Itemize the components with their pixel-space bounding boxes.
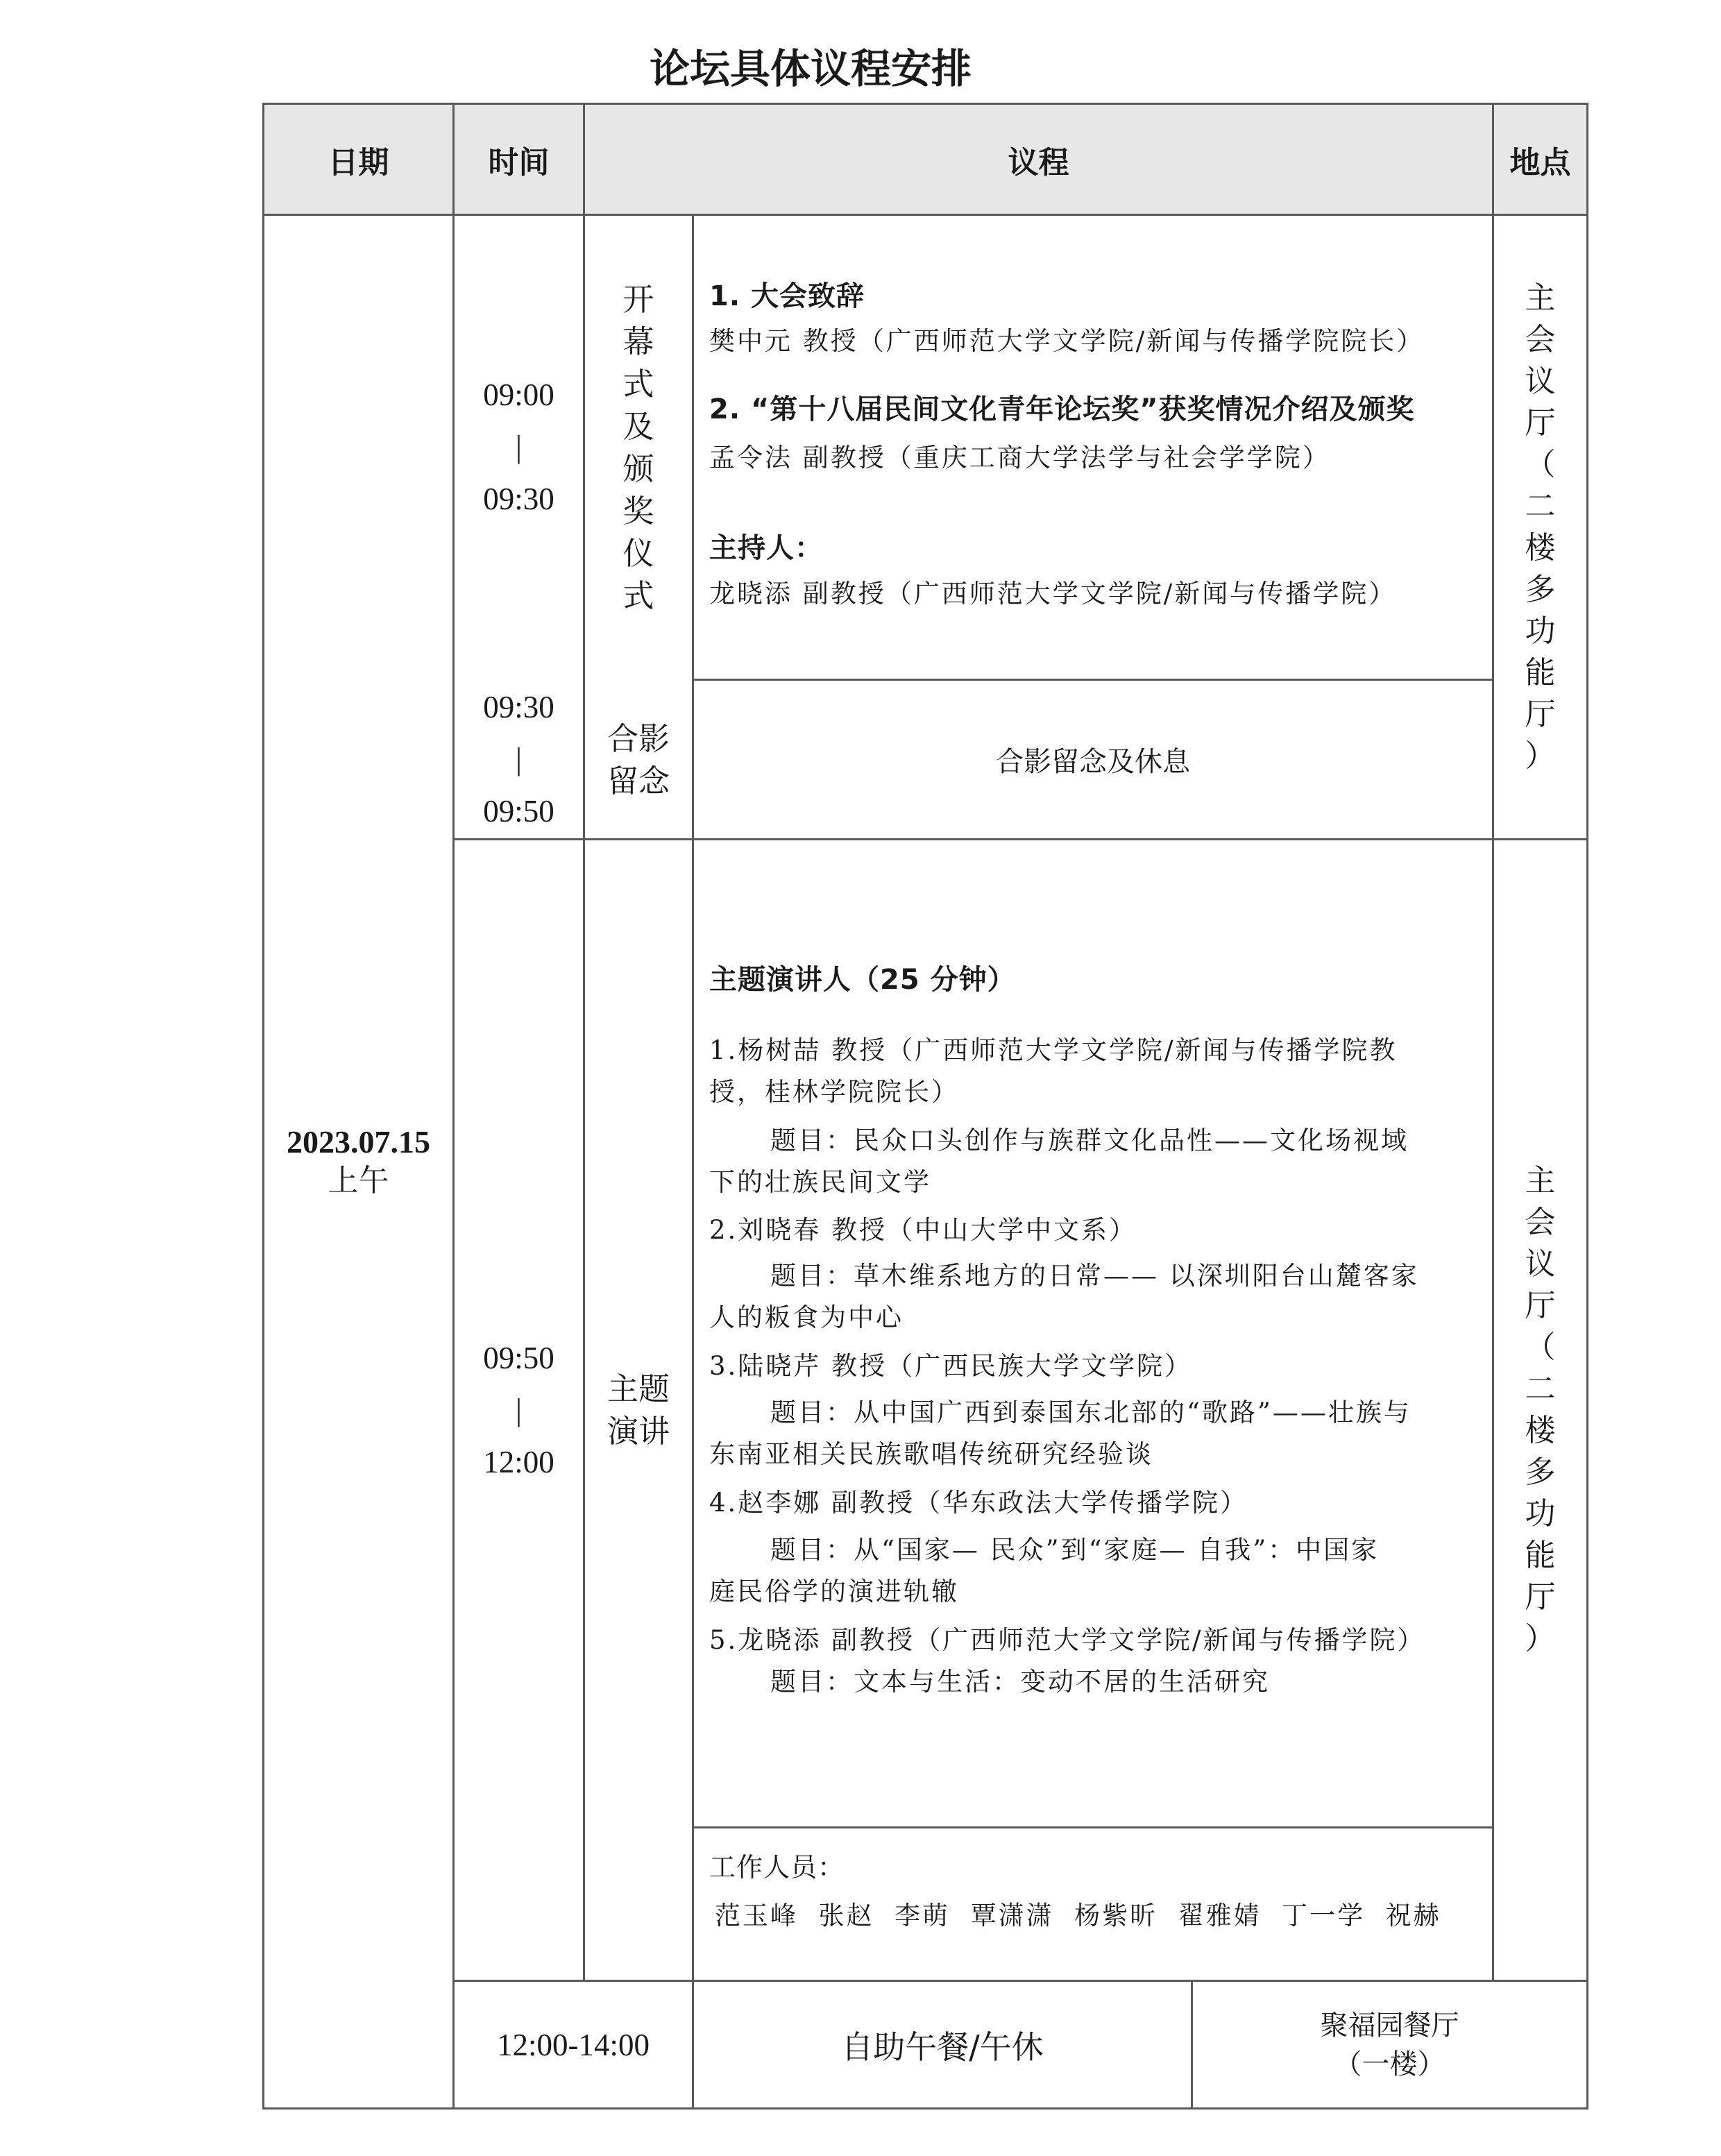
photo-time: 09:30 | 09:50 — [483, 690, 554, 829]
agenda-line: 龙晓添 副教授（广西师范大学文学院/新闻与传播学院） — [709, 579, 1397, 609]
agenda-line: 东南亚相关民族歌唱传统研究经验谈 — [709, 1439, 1153, 1469]
agenda-line: 题目：从“国家— 民众”到“家庭— 自我”：中国家 — [770, 1535, 1380, 1565]
agenda-line: 4.赵李娜 副教授（华东政法大学传播学院） — [709, 1488, 1248, 1518]
header-agenda: 议程 — [1008, 144, 1069, 180]
photo-content: 合影留念及休息 — [996, 746, 1190, 778]
agenda-line: 授，桂林学院院长） — [709, 1077, 959, 1107]
staff-label: 工作人员： — [709, 1852, 845, 1883]
staff-names: 范玉峰 张赵 李萌 覃潇潇 杨紫昕 翟雅婧 丁一学 祝赫 — [715, 1901, 1441, 1930]
agenda-line: 题目：文本与生活：变动不居的生活研究 — [770, 1667, 1270, 1697]
agenda-line: 5.龙晓添 副教授（广西师范大学文学院/新闻与传播学院） — [709, 1625, 1425, 1655]
lunch-content: 自助午餐/午休 — [841, 2028, 1044, 2066]
venue-main-hall-1: 主 会 议 厅 （ 二 楼 多 功 能 厅 ） — [1525, 280, 1556, 774]
agenda-line: 3.陆晓芹 教授（广西民族大学文学院） — [709, 1351, 1193, 1381]
header-time: 时间 — [488, 144, 550, 180]
venue-main-hall-2: 主 会 议 厅 （ 二 楼 多 功 能 厅 ） — [1525, 1163, 1556, 1656]
agenda-line: 题目：从中国广西到泰国东北部的“歌路”——壮族与 — [770, 1398, 1411, 1427]
agenda-line: 下的壮族民间文学 — [709, 1167, 931, 1197]
keynote-heading: 主题演讲人（25 分钟） — [709, 964, 1016, 996]
header-date: 日期 — [328, 144, 389, 180]
agenda-line: 2. “第十八届民间文化青年论坛奖”获奖情况介绍及颁奖 — [709, 393, 1415, 425]
opening-time: 09:00 | 09:30 — [483, 377, 554, 516]
header-venue: 地点 — [1509, 144, 1571, 180]
lunch-venue: 聚福园餐厅 （一楼） — [1320, 2009, 1459, 2080]
agenda-line: 樊中元 教授（广西师范大学文学院/新闻与传播学院院长） — [709, 326, 1425, 356]
agenda-line: 题目：草木维系地方的日常—— 以深圳阳台山麓客家 — [770, 1261, 1419, 1291]
date-period: 上午 — [328, 1163, 389, 1198]
agenda-line: 人的粄食为中心 — [709, 1302, 904, 1332]
agenda-line: 1. 大会致辞 — [709, 280, 865, 312]
agenda-line: 庭民俗学的演进轨辙 — [709, 1577, 959, 1606]
keynote-session-label: 主题 演讲 — [607, 1370, 670, 1450]
date-day: 2023.07.15 — [287, 1124, 430, 1160]
agenda-line: 2.刘晓春 教授（中山大学中文系） — [709, 1215, 1137, 1245]
agenda-line: 题目：民众口头创作与族群文化品性——文化场视域 — [770, 1126, 1409, 1155]
date-cell — [264, 216, 452, 2107]
page-title: 论坛具体议程安排 — [649, 45, 972, 92]
photo-session-label: 合影 留念 — [607, 720, 670, 799]
agenda-line: 孟令法 副教授（重庆工商大学法学与社会学学院） — [709, 443, 1330, 473]
keynote-time: 09:50 | 12:00 — [483, 1340, 554, 1479]
lunch-time: 12:00-14:00 — [497, 2027, 650, 2062]
opening-session-label: 开 幕 式 及 颁 奖 仪 式 — [622, 280, 654, 614]
agenda-line: 1.杨树喆 教授（广西师范大学文学院/新闻与传播学院教 — [709, 1035, 1398, 1065]
agenda-line: 主持人： — [709, 532, 823, 564]
